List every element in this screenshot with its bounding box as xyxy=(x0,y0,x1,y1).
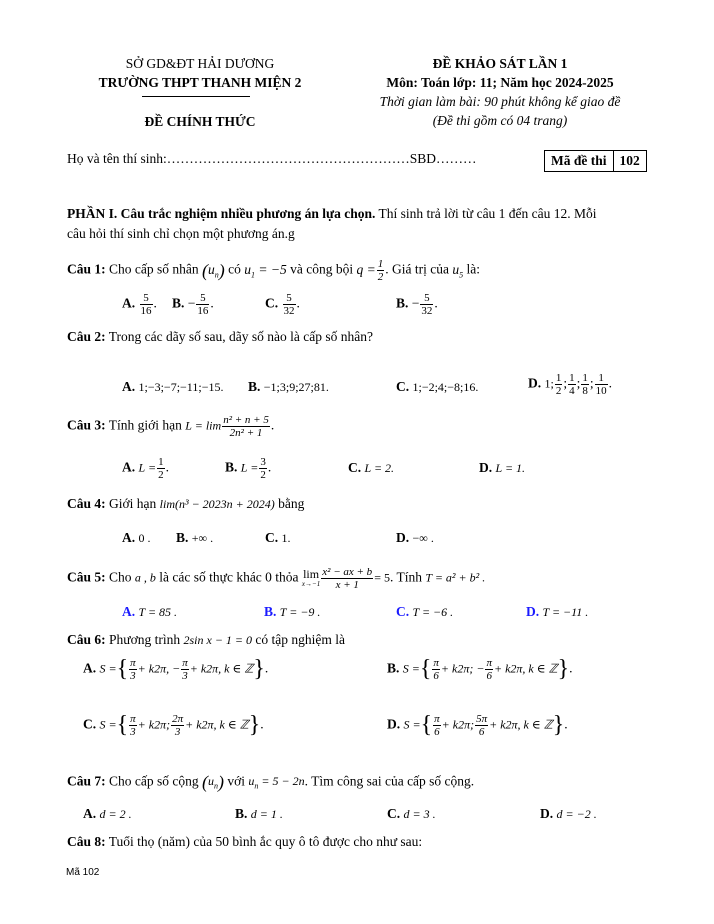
q7-expr: $u_n = 5 - 2n$ xyxy=(248,774,305,791)
q6-b-label: B. xyxy=(387,660,400,676)
q1-text4: . Giá trị của xyxy=(385,261,449,277)
q2-a-label: A. xyxy=(122,379,136,394)
q2-c-text: 1;−2;4;−8;16. xyxy=(412,380,479,394)
q1-ratio: q = $\frac{1}{2}$ xyxy=(356,258,384,283)
part1-title: PHẦN I. Câu trắc nghiệm nhiều phương án lựa chọn. xyxy=(67,206,376,221)
q7-text2: với xyxy=(227,773,246,789)
exam-code-label: Mã đề thi xyxy=(551,153,607,168)
q4-expr: lim(n³ − 2023n + 2024) xyxy=(159,497,275,511)
q7-a-text: d = 2 . xyxy=(99,807,132,821)
q4-d-label: D. xyxy=(396,530,410,545)
q5-a-text: T = 85 . xyxy=(138,605,178,619)
q2-b-text: −1;3;9;27;81. xyxy=(263,380,329,394)
q7-option-c[interactable] xyxy=(387,806,436,822)
q7-text3: . Tìm công sai của cấp số cộng. xyxy=(304,773,475,789)
q5-c-text: T = −6 . xyxy=(412,605,454,619)
question-6 xyxy=(67,632,345,648)
exam-title: ĐỀ KHẢO SÁT LẦN 1 xyxy=(432,56,568,71)
q5-option-b[interactable] xyxy=(264,604,320,620)
q1-text5: là: xyxy=(466,261,480,277)
question-5: Câu 5: Cho a , b là các số thực khác 0 thỏa lim x→−1 $\frac{\text{x² − ax + b}}{x + 1}$ = 5. Tính T = a² + b² . xyxy=(67,566,486,591)
q7-text1: Cho cấp số cộng xyxy=(109,773,199,789)
q5-label: Câu 5: xyxy=(67,569,106,585)
q2-option-a[interactable] xyxy=(122,379,223,395)
exam-time: Thời gian làm bài: 90 phút không kể giao đề xyxy=(379,94,621,109)
q4-d-text: −∞ . xyxy=(412,531,434,545)
q6-text1: Phương trình xyxy=(109,632,181,647)
q7-label: Câu 7: xyxy=(67,773,106,789)
q4-option-a[interactable] xyxy=(122,530,151,546)
q2-b-label: B. xyxy=(248,379,261,394)
q7-b-label: B. xyxy=(235,806,248,821)
q1-text2: có xyxy=(228,261,241,277)
q5-vars: a , b xyxy=(134,570,156,585)
q5-a-label: A. xyxy=(122,604,136,619)
q2-option-c[interactable] xyxy=(396,379,478,395)
q3-b-label: B. xyxy=(225,459,238,475)
question-2 xyxy=(67,329,373,345)
q1-text1: Cho cấp số nhân xyxy=(109,261,199,277)
exam-code-box xyxy=(544,150,647,172)
q5-option-a[interactable] xyxy=(122,604,177,620)
question-7 xyxy=(67,772,474,793)
q1-u1: $u_1 = -5$ xyxy=(244,261,287,280)
q1-option-a[interactable]: A. $\frac{5}{16}$ . xyxy=(122,292,157,317)
q3-b-pre: L = xyxy=(240,460,259,475)
q3-d-text: L = 1. xyxy=(495,461,526,475)
q6-option-b[interactable]: B. S ={ $\frac{\pi}{6}$ + k2π; − $\frac{\pi}{6}$ + k2π, k ∈ ℤ}. xyxy=(387,656,573,682)
q1-label: Câu 1: xyxy=(67,261,106,277)
q1-text3: và công bội xyxy=(290,261,354,277)
q7-c-label: C. xyxy=(387,806,401,821)
q2-option-d[interactable]: D. 1; $\frac{1}{2}$ ; $\frac{1}{4}$ ; $\frac{1}{8}$ ; $\frac{1}{10}$ . xyxy=(528,372,613,397)
q1-option-b[interactable]: B. − $\frac{5}{16}$ . xyxy=(172,292,214,317)
q5-text2: là các số thực khác 0 thỏa xyxy=(159,569,299,585)
q6-option-d[interactable]: D. S ={ $\frac{\pi}{6}$ + k2π; $\frac{5\pi}{6}$ + k2π, k ∈ ℤ}. xyxy=(387,712,568,738)
q8-label: Câu 8: xyxy=(67,834,106,849)
q1-u5: $u_5$ xyxy=(452,261,464,280)
q6-d-label: D. xyxy=(387,716,401,732)
q4-option-b[interactable] xyxy=(176,530,213,546)
q5-b-text: T = −9 . xyxy=(279,605,321,619)
q4-text2: bằng xyxy=(278,496,305,511)
q1-b-sign: − xyxy=(187,295,196,311)
q7-c-text: d = 3 . xyxy=(403,807,436,821)
q5-eq: = 5 xyxy=(374,570,390,585)
q2-label: Câu 2: xyxy=(67,329,106,344)
q5-c-label: C. xyxy=(396,604,410,619)
q7-option-b[interactable] xyxy=(235,806,283,822)
q3-c-text: L = 2. xyxy=(364,461,395,475)
q4-b-label: B. xyxy=(176,530,189,545)
q2-a-text: 1;−3;−7;−11;−15. xyxy=(138,380,224,394)
school-name: TRƯỜNG THPT THANH MIỆN 2 xyxy=(98,75,302,90)
part1-heading xyxy=(67,206,597,222)
q7-d-text: d = −2 . xyxy=(556,807,597,821)
q5-lim: lim x→−1 xyxy=(301,566,321,588)
q5-T: T = a² + b² . xyxy=(425,570,486,585)
exam-subject: Môn: Toán lớp: 11; Năm học 2024-2025 xyxy=(386,75,614,90)
part1-instruction-a: Thí sinh trả lời từ câu 1 đến câu 12. Mỗi xyxy=(378,206,597,221)
q3-c-label: C. xyxy=(348,460,362,475)
q3-option-a[interactable]: A. L = $\frac{1}{2}$ . xyxy=(122,456,169,481)
q4-a-label: A. xyxy=(122,530,136,545)
q8-text: Tuổi thọ (năm) của 50 bình ắc quy ô tô được cho như sau: xyxy=(108,834,423,849)
q3-a-pre: L = xyxy=(138,460,157,475)
q5-text1: Cho xyxy=(109,569,132,585)
q7-a-label: A. xyxy=(83,806,97,821)
q6-eq: 2sin x − 1 = 0 xyxy=(183,633,253,647)
q1-b-label: B. xyxy=(172,295,185,311)
question-3: Câu 3: Tính giới hạn L = lim $\frac{\text{n² + n + 5}}{\text{2n² + 1}}$ . xyxy=(67,414,275,439)
q1-c-label: C. xyxy=(265,295,279,311)
q1-option-d[interactable]: B. − $\frac{5}{32}$ . xyxy=(396,292,438,317)
part1-instruction-b: câu hỏi thí sinh chỉ chọn một phương án.g xyxy=(67,226,295,241)
q3-d-label: D. xyxy=(479,460,493,475)
exam-pages: (Đề thi gồm có 04 trang) xyxy=(432,113,568,128)
q4-text1: Giới hạn xyxy=(109,496,157,511)
q6-a-label: A. xyxy=(83,660,97,676)
q1-d-sign: − xyxy=(411,295,420,311)
q7-d-label: D. xyxy=(540,806,554,821)
official-label: ĐỀ CHÍNH THỨC xyxy=(144,114,256,129)
q1-a-label: A. xyxy=(122,295,136,311)
q5-d-label: D. xyxy=(526,604,540,619)
q2-option-b[interactable] xyxy=(248,379,329,395)
q3-limit: L = lim xyxy=(185,418,222,433)
q3-option-d[interactable] xyxy=(479,460,525,476)
school-underline xyxy=(142,96,250,97)
q4-b-text: +∞ . xyxy=(191,531,214,545)
question-4 xyxy=(67,496,304,512)
q5-text3: . Tính xyxy=(389,569,422,585)
q4-label: Câu 4: xyxy=(67,496,106,511)
q3-option-c[interactable] xyxy=(348,460,394,476)
q3-text: Tính giới hạn xyxy=(108,417,182,433)
question-1 xyxy=(67,258,480,283)
q5-b-label: B. xyxy=(264,604,277,619)
q1-seq: $(u_n)$ xyxy=(202,260,225,280)
q5-option-c[interactable] xyxy=(396,604,453,620)
q4-option-c[interactable] xyxy=(265,530,291,546)
q7-option-a[interactable] xyxy=(83,806,132,822)
question-8 xyxy=(67,834,422,850)
q6-option-c[interactable]: C. S ={ $\frac{\pi}{3}$ + k2π; $\frac{2\pi}{3}$ + k2π, k ∈ ℤ}. xyxy=(83,712,264,738)
exam-code-value: 102 xyxy=(613,151,646,171)
q2-text: Trong các dãy số sau, dãy số nào là cấp số nhân? xyxy=(108,329,373,344)
q6-label: Câu 6: xyxy=(67,632,106,647)
student-info-line: Họ và tên thí sinh:………………………………………………SBD……… xyxy=(67,151,477,166)
q6-option-a[interactable]: A. S ={ $\frac{\pi}{3}$ + k2π, − $\frac{\pi}{3}$ + k2π, k ∈ ℤ}. xyxy=(83,656,269,682)
q7-option-d[interactable] xyxy=(540,806,597,822)
q4-option-d[interactable] xyxy=(396,530,434,546)
q7-b-text: d = 1 . xyxy=(250,807,283,821)
q6-c-label: C. xyxy=(83,716,97,732)
q3-option-b[interactable]: B. L = $\frac{3}{2}$ . xyxy=(225,456,272,481)
q5-option-d[interactable] xyxy=(526,604,588,620)
department-name: SỞ GD&ĐT HẢI DƯƠNG xyxy=(125,56,275,71)
q1-d-label: B. xyxy=(396,295,409,311)
page-footer-code: Mã 102 xyxy=(66,867,100,878)
q6-text2: có tập nghiệm là xyxy=(255,632,345,647)
q5-d-text: T = −11 . xyxy=(542,605,589,619)
q4-c-text: 1. xyxy=(281,531,291,545)
q3-a-label: A. xyxy=(122,459,136,475)
q4-c-label: C. xyxy=(265,530,279,545)
q3-label: Câu 3: xyxy=(67,417,106,433)
q4-a-text: 0 . xyxy=(138,531,151,545)
q2-d-label: D. xyxy=(528,375,542,391)
q1-option-c[interactable]: C. $\frac{5}{32}$ . xyxy=(265,292,300,317)
q7-seq: $(u_n)$ xyxy=(202,772,224,792)
q2-c-label: C. xyxy=(396,379,410,394)
